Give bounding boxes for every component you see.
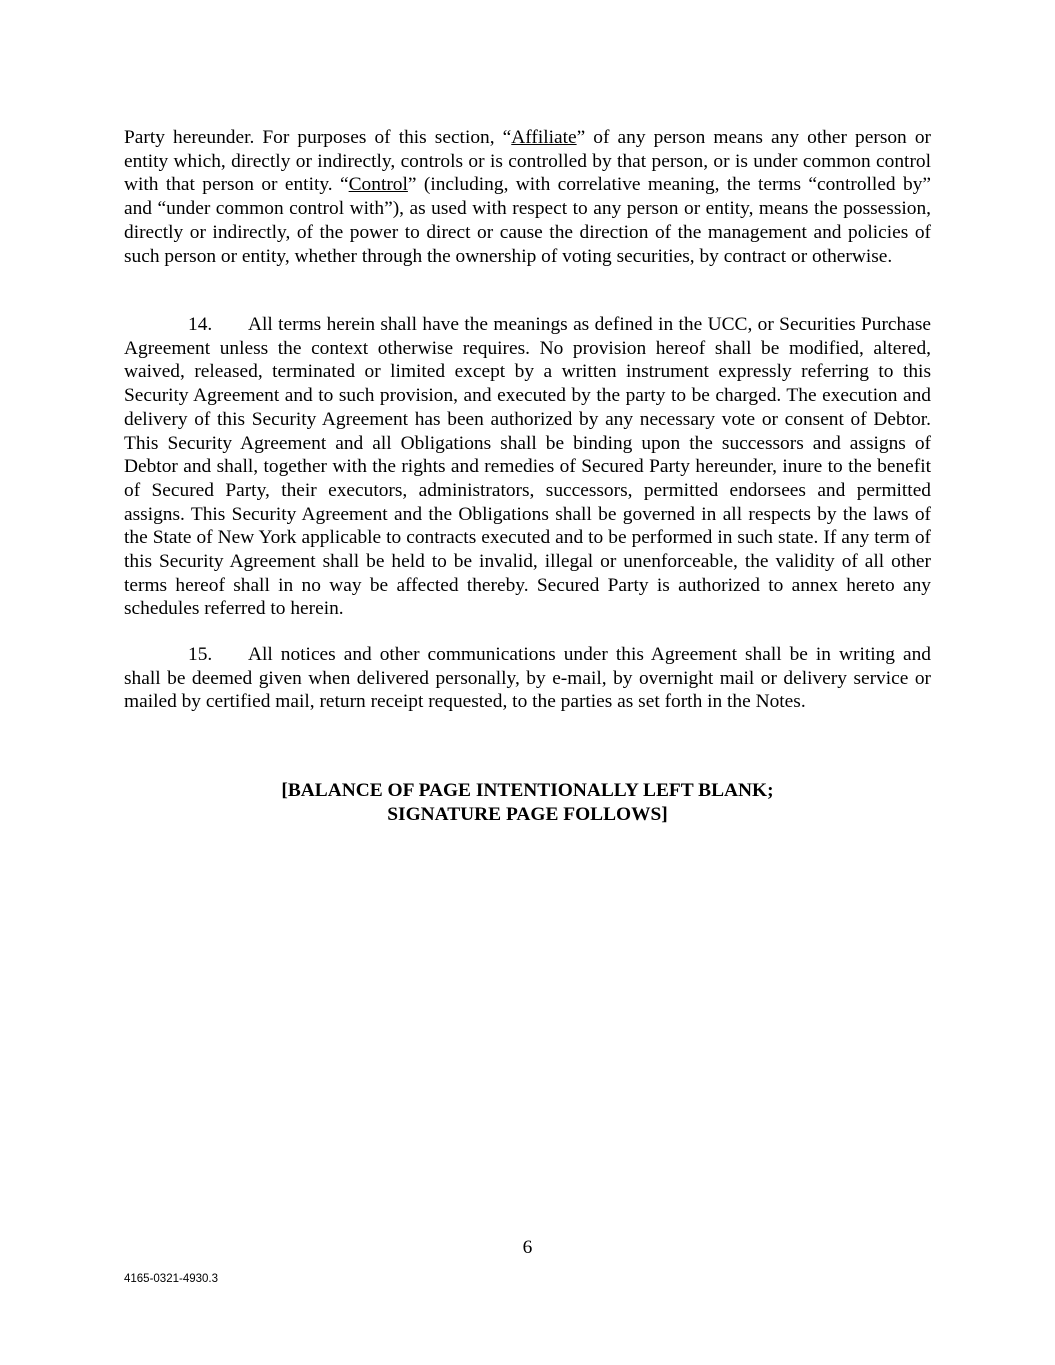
paragraph-text: All terms herein shall have the meanings as defined in the UCC, or Securities Purchase Agreement unless the context otherwise requires. No provision hereof shall be modified, altered, waived, released, terminated or limited except by a written instrument expressly referring to this Security Agreement and to such provision, and executed by the party to be charged. The execution and delivery of this Security Agreement has been authorized by any necessary vote or consent of Debtor. This Security Agreement and all Obligations shall be binding upon the successors and assigns of Debtor and shall, together with the rights and remedies of Secured Party hereunder, inure to the benefit of Secured Party, their executors, administrators, successors, permitted endorsees and permitted assigns. This Security Agreement and the Obligations shall be governed in all respects by the laws of the State of New York applicable to contracts executed and to be performed in such state. If any term of this Security Agreement shall be held to be invalid, illegal or unenforceable, the validity of all other terms hereof shall in no way be affected thereby. Secured Party is authorized to annex hereto any schedules referred to herein. — [124, 314, 931, 620]
paragraph-text: Party hereunder. For purposes of this section, “ — [124, 127, 512, 148]
defined-term-control: Control — [348, 174, 408, 196]
closing-line-2: SIGNATURE PAGE FOLLOWS] — [387, 803, 668, 825]
page-number: 6 — [522, 1237, 533, 1258]
defined-term-affiliate: Affiliate — [511, 127, 577, 148]
paragraph-continued — [124, 126, 931, 268]
paragraph-14 — [124, 313, 931, 621]
paragraph-text: ” (including, with correlative meaning, the terms “controlled by” and “under common control with”), as used with respect to any person or entity, means the possession, directly or indirectly, of the power to direct or cause the direction of the management and policies of such person or entity, whether through the ownership of voting securities, by contract or otherwise. — [124, 174, 931, 267]
closing-line-1: [BALANCE OF PAGE INTENTIONALLY LEFT BLANK; — [281, 780, 774, 801]
paragraph-15 — [124, 643, 931, 714]
closing-notice — [124, 779, 931, 826]
paragraph-text: ” of any person means any other person or entity which, directly or indirectly, controls or is controlled by that person, or is under common control with that person or entity. “ — [124, 127, 931, 196]
document-id: 4165-0321-4930.3 — [124, 1273, 218, 1285]
section-number: 15. — [188, 644, 213, 665]
paragraph-text: All notices and other communications under this Agreement shall be in writing and shall be deemed given when delivered personally, by e-mail, by overnight mail or delivery service or mailed by certified mail, return receipt requested, to the parties as set forth in the Notes. — [124, 644, 931, 713]
section-number: 14. — [188, 314, 213, 335]
